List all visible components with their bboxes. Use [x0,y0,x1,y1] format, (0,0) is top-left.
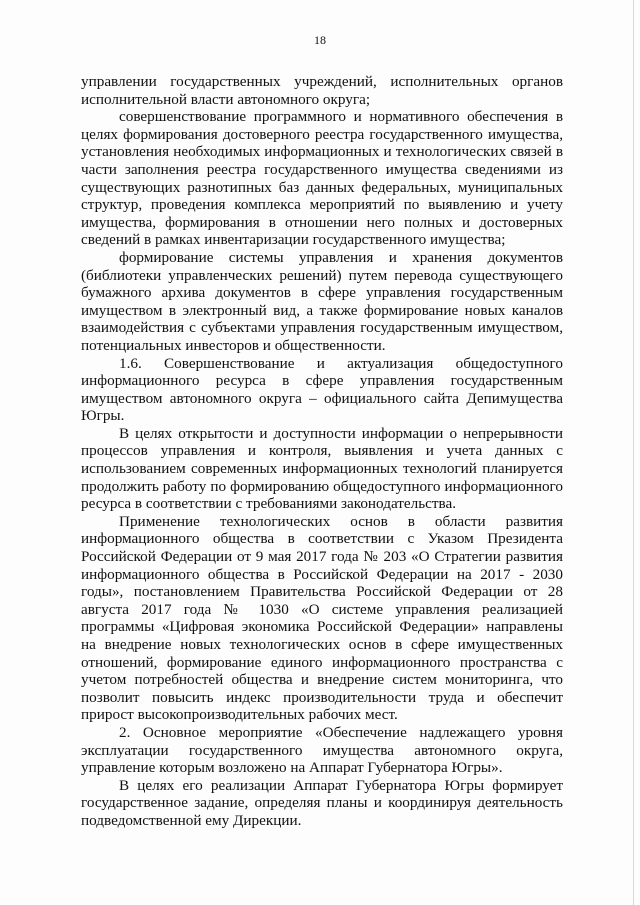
paragraph-implementation: В целях его реализации Аппарат Губернатора Югры формирует государственное задание, определяя планы и координируя деятельность подведомственной ему Дирекции. [81,776,563,829]
paragraph-section-1-6: 1.6. Совершенствование и актуализация общедоступного информационного ресурса в сфере управления государственным имуществом автономного округа – официального сайта Депимущества Югры. [81,354,563,425]
paragraph-document-storage: формирование системы управления и хранения документов (библиотеки управленческих решений) путем перевода существующего бумажного архива документов в сфере управления государственным имуществом в электронный вид, а также формирование новых каналов взаимодействия с субъектами управления государственным имуществом, потенциальных инвесторов и общественности. [81,248,563,354]
paragraph-registry-improvement: совершенствование программного и нормативного обеспечения в целях формирования достоверного реестра государственного имущества, установления необходимых информационных и технологических связей в части заполнения реестра государственного имущества сведениями из существующих разнотипных баз данных федеральных, муниципальных структур, проведения комплекса мероприятий по выявлению и учету имущества, формирования в отношении него полных и достоверных сведений в рамках инвентаризации государственного имущества; [81,108,563,249]
paragraph-main-activity-2: 2. Основное мероприятие «Обеспечение надлежащего уровня эксплуатации государственного имущества автономного округа, управление которым возложено на Аппарат Губернатора Югры». [81,723,563,777]
paragraph-continuation: управлении государственных учреждений, исполнительных органов исполнительной власти автономного округа; [81,73,563,108]
page-number: 18 [314,33,326,47]
document-body [81,73,563,830]
page-edge [633,0,634,905]
paragraph-technology-application: Применение технологических основ в области развития информационного общества в соответствии с Указом Президента Российской Федерации от 9 мая 2017 года № 203 «О Стратегии развития информационного общества в Российской Федерации на 2017 - 2030 годы», постановлением Правительства Российской Федерации от 28 августа 2017 года № 1030 «О системе управления реализацией программы «Цифровая экономика Российской Федерации» направлены на внедрение новых технологических основ в сфере имущественных отношений, формирование единого информационного пространства с учетом потребностей общества и внедрение систем мониторинга, что позволит повысить индекс производительности труда и обеспечит прирост высокопроизводительных рабочих мест. [81,512,563,724]
paragraph-openness: В целях открытости и доступности информации о непрерывности процессов управления и контроля, выявления и учета данных с использованием современных информационных технологий планируется продолжить работу по формированию общедоступного информационного ресурса в соответствии с требованиями законодательства. [81,424,563,513]
